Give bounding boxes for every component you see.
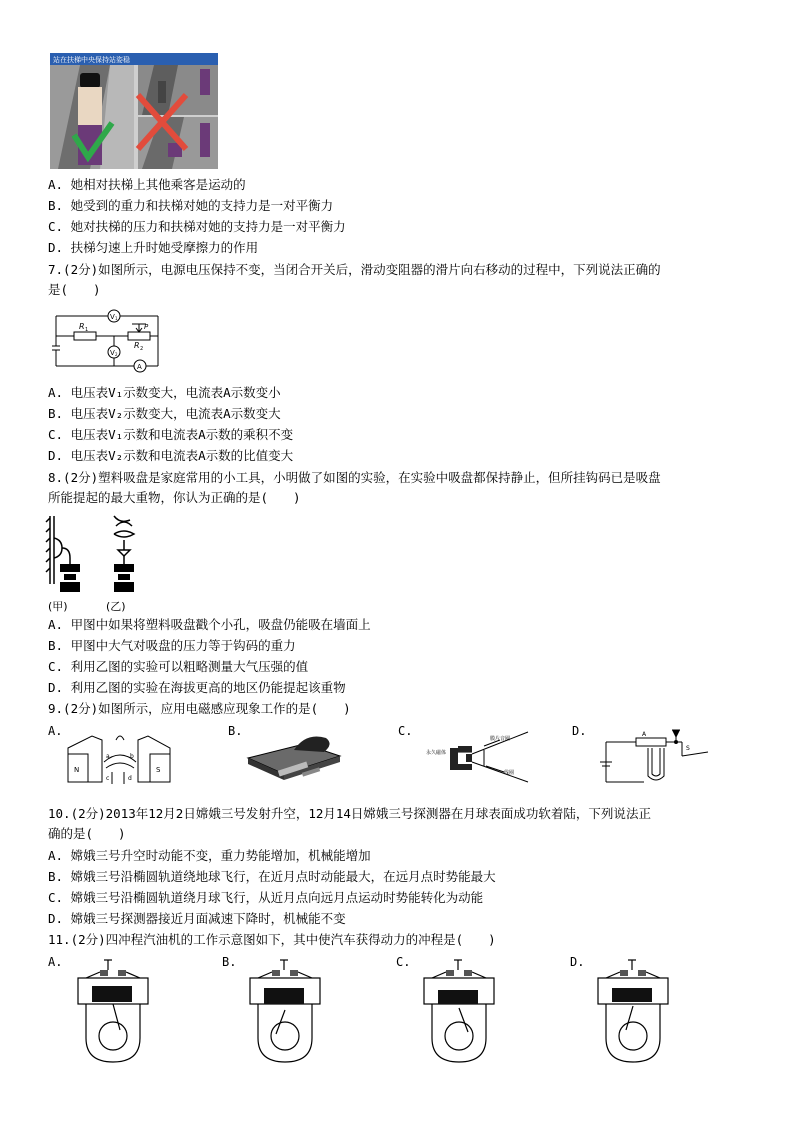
q9-d-a: A	[642, 731, 647, 738]
q10-stem-line2: 确的是( )	[48, 826, 126, 841]
q7-option-b: B. 电压表V₂示数变大，电流表A示数变大	[48, 406, 281, 421]
q8-option-c: C. 利用乙图的实验可以粗略测量大气压强的值	[48, 659, 309, 674]
q9-fig-b-card-reader	[244, 730, 344, 782]
q9-label-b: B.	[228, 724, 243, 738]
photo-caption: 站在扶梯中央保持站姿稳	[53, 56, 130, 64]
q11-label-c: C.	[396, 955, 411, 969]
q9-fig-d-relay	[596, 726, 712, 788]
q7-p-label: P	[144, 323, 149, 331]
q11-engine-d	[594, 958, 672, 1070]
q9-fig-c-loudspeaker	[426, 730, 534, 784]
q9-c-label-top: 膜片音圈	[490, 736, 511, 742]
q10-option-b: B. 嫦娥三号沿椭圆轨道绕地球飞行，在近月点时动能最大，在远月点时势能最大	[48, 869, 496, 884]
q8-option-b: B. 甲图中大气对吸盘的压力等于钩码的重力	[48, 638, 296, 653]
q7-v1-label: V	[110, 313, 115, 321]
q7-stem-line1: 7.(2分)如图所示，电源电压保持不变，当闭合开关后，滑动变阻器的滑片向右移动的过程中，下列说法正确的	[48, 262, 661, 277]
q8-stem-line2: 所能提起的最大重物，你认为正确的是( )	[48, 490, 301, 505]
q9-c-label-left: 永久磁体	[426, 750, 447, 756]
q9-label-c: C.	[398, 724, 413, 738]
q9-a-c: c	[106, 775, 110, 782]
q11-label-a: A.	[48, 955, 63, 969]
q7-r2-sub: 2	[140, 346, 144, 352]
q9-label-a: A.	[48, 724, 63, 738]
q11-stem: 11.(2分)四冲程汽油机的工作示意图如下，其中使汽车获得动力的冲程是( )	[48, 932, 496, 947]
q9-a-a: a	[106, 753, 110, 760]
q7-circuit-diagram	[46, 306, 168, 374]
q11-label-b: B.	[222, 955, 237, 969]
q9-d-s: S	[686, 745, 690, 752]
q7-option-c: C. 电压表V₁示数和电流表A示数的乘积不变	[48, 427, 294, 442]
q9-c-label-right: 线圈	[504, 770, 515, 776]
q7-option-d: D. 电压表V₂示数和电流表A示数的比值变大	[48, 448, 294, 463]
q8-label-yi: (乙)	[106, 600, 126, 613]
q7-r1-sub: 1	[85, 327, 89, 333]
q8-stem-line1: 8.(2分)塑料吸盘是家庭常用的小工具，小明做了如图的实验，在实验中吸盘都保持静止，但所挂钩码已是吸盘	[48, 470, 661, 485]
q11-engine-a	[74, 958, 152, 1070]
q9-stem: 9.(2分)如图所示，应用电磁感应现象工作的是( )	[48, 701, 351, 716]
q7-r1-label: R	[79, 322, 85, 331]
q8-option-a: A. 甲图中如果将塑料吸盘戳个小孔，吸盘仍能吸在墙面上	[48, 617, 371, 632]
q11-label-d: D.	[570, 955, 585, 969]
q6-option-b: B. 她受到的重力和扶梯对她的支持力是一对平衡力	[48, 198, 334, 213]
q9-label-d: D.	[572, 724, 587, 738]
q7-v2-label: V	[110, 349, 115, 357]
q7-v2-sub: 2	[115, 352, 118, 357]
q10-option-d: D. 嫦娥三号探测器接近月面减速下降时，机械能不变	[48, 911, 346, 926]
q8-label-jia: (甲)	[48, 600, 68, 613]
q9-a-b: b	[130, 753, 134, 760]
q7-option-a: A. 电压表V₁示数变大，电流表A示数变小	[48, 385, 281, 400]
q7-r2-label: R	[134, 341, 140, 350]
q6-option-a: A. 她相对扶梯上其他乘客是运动的	[48, 177, 246, 192]
q9-a-s: S	[156, 766, 161, 774]
q6-option-c: C. 她对扶梯的压力和扶梯对她的支持力是一对平衡力	[48, 219, 346, 234]
q7-stem-line2: 是( )	[48, 282, 101, 297]
q8-option-d: D. 利用乙图的实验在海拔更高的地区仍能提起该重物	[48, 680, 346, 695]
escalator-photo	[50, 53, 218, 169]
q9-a-n: N	[74, 766, 80, 774]
q10-stem-line1: 10.(2分)2013年12月2日嫦娥三号发射升空，12月14日嫦娥三号探测器在月球表面成功软着陆，下列说法正	[48, 806, 651, 821]
q7-v1-sub: 1	[115, 316, 118, 321]
q11-engine-c	[420, 958, 498, 1070]
q8-suction-cup-figure	[44, 512, 148, 614]
q10-option-a: A. 嫦娥三号升空时动能不变，重力势能增加，机械能增加	[48, 848, 371, 863]
q9-a-d: d	[128, 775, 132, 782]
q10-option-c: C. 嫦娥三号沿椭圆轨道绕月球飞行，从近月点向远月点运动时势能转化为动能	[48, 890, 484, 905]
q9-fig-a-magnet-coil	[66, 728, 172, 786]
q6-option-d: D. 扶梯匀速上升时她受摩擦力的作用	[48, 240, 259, 255]
q7-a-label: A	[137, 363, 142, 371]
q11-engine-b	[246, 958, 324, 1070]
